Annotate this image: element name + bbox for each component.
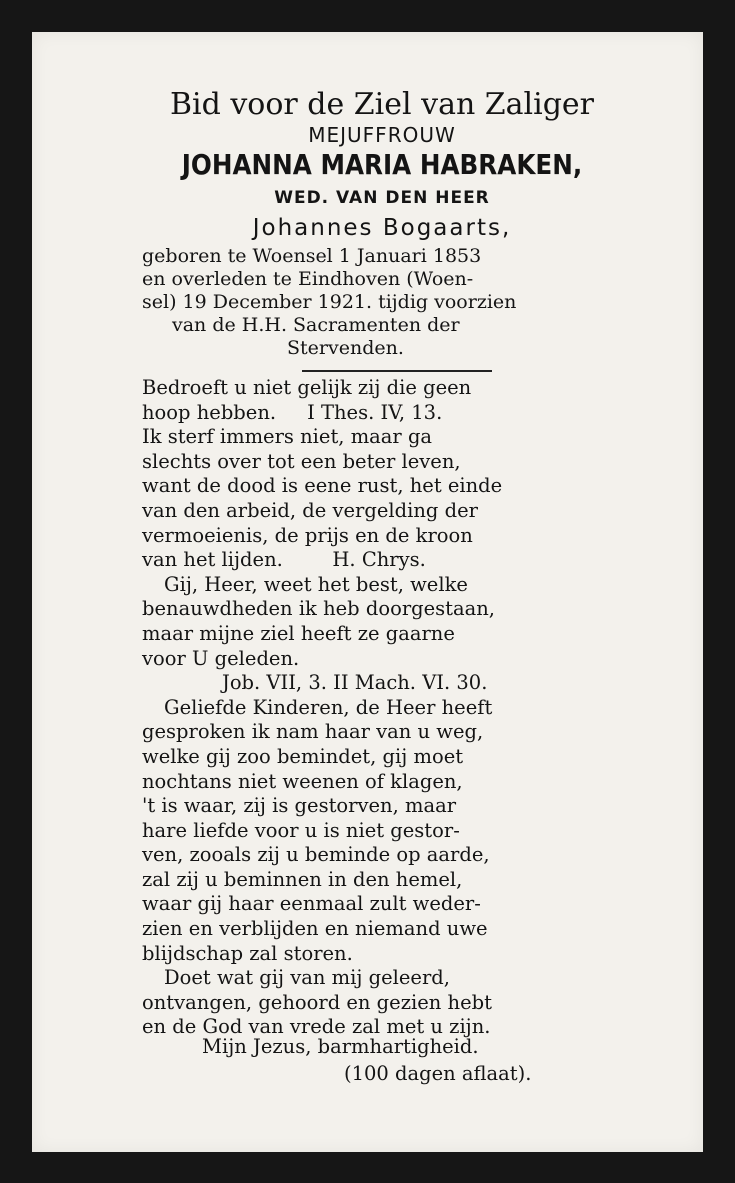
text-line: gesproken ik nam haar van u weg, xyxy=(142,720,484,744)
indulgence-note: (100 dagen aflaat). xyxy=(344,1062,532,1085)
header-title-line: MEJUFFROUW xyxy=(308,123,456,147)
text-line: want de dood is eene rust, het einde xyxy=(142,474,503,498)
text-line: Gij, Heer, weet het best, welke xyxy=(164,572,468,596)
text-line: nochtans niet weenen of klagen, xyxy=(142,769,463,793)
text-line: 't is waar, zij is gestorven, maar xyxy=(142,794,457,818)
text-line: en de God van vrede zal met u zijn. xyxy=(142,1015,491,1039)
text-line: Bedroeft u niet gelijk zij die geen xyxy=(142,376,472,399)
husband-name: Johannes Bogaarts, xyxy=(252,215,512,241)
bio-line: geboren te Woensel 1 Januari 1853 xyxy=(142,245,482,267)
deceased-name: JOHANNA MARIA HABRAKEN, xyxy=(181,148,583,181)
text-line: slechts over tot een beter leven, xyxy=(142,449,461,473)
text-line: hoop hebben. I Thes. IV, 13. xyxy=(142,400,443,424)
text-line: voor U geleden. xyxy=(142,646,300,670)
text-line: van het lijden. H. Chrys. xyxy=(142,548,426,572)
card-header xyxy=(142,87,622,243)
text-line: hare liefde voor u is niet gestor- xyxy=(142,818,460,842)
bio-line: sel) 19 December 1921. tijdig voorzien xyxy=(142,291,517,313)
text-line: ven, zooals zij u beminde op aarde, xyxy=(142,843,490,867)
divider xyxy=(302,370,492,372)
text-line: van den arbeid, de vergelding der xyxy=(142,498,478,522)
bio-line: Stervenden. xyxy=(287,337,404,359)
bio-line: van de H.H. Sacramenten der xyxy=(172,314,460,336)
text-line: maar mijne ziel heeft ze gaarne xyxy=(142,621,455,645)
text-line: Job. VII, 3. II Mach. VI. 30. xyxy=(222,671,488,695)
text-line: zal zij u beminnen in den hemel, xyxy=(142,867,463,891)
text-line: benauwdheden ik heb doorgestaan, xyxy=(142,597,496,621)
text-line: Ik sterf immers niet, maar ga xyxy=(142,425,433,449)
text-line: Doet wat gij van mij geleerd, xyxy=(164,966,450,990)
scripture-text xyxy=(142,376,622,1040)
text-line: zien en verblijden en niemand uwe xyxy=(142,917,488,941)
bio-line: en overleden te Eindhoven (Woen- xyxy=(142,268,474,290)
text-line: blijdschap zal storen. xyxy=(142,941,353,965)
text-line: Geliefde Kinderen, de Heer heeft xyxy=(164,695,493,719)
header-prayer-line: Bid voor de Ziel van Zaliger xyxy=(169,87,595,122)
closing-prayer: Mijn Jezus, barmhartigheid. xyxy=(202,1035,479,1058)
text-line: welke gij zoo bemindet, gij moet xyxy=(142,744,464,768)
text-line: vermoeienis, de prijs en de kroon xyxy=(142,523,473,547)
widow-of-line: WED. VAN DEN HEER xyxy=(274,188,490,208)
memorial-card xyxy=(32,32,703,1152)
text-line: ontvangen, gehoord en gezien hebt xyxy=(142,990,492,1014)
biography xyxy=(142,245,622,360)
text-line: waar gij haar eenmaal zult weder- xyxy=(142,892,481,916)
